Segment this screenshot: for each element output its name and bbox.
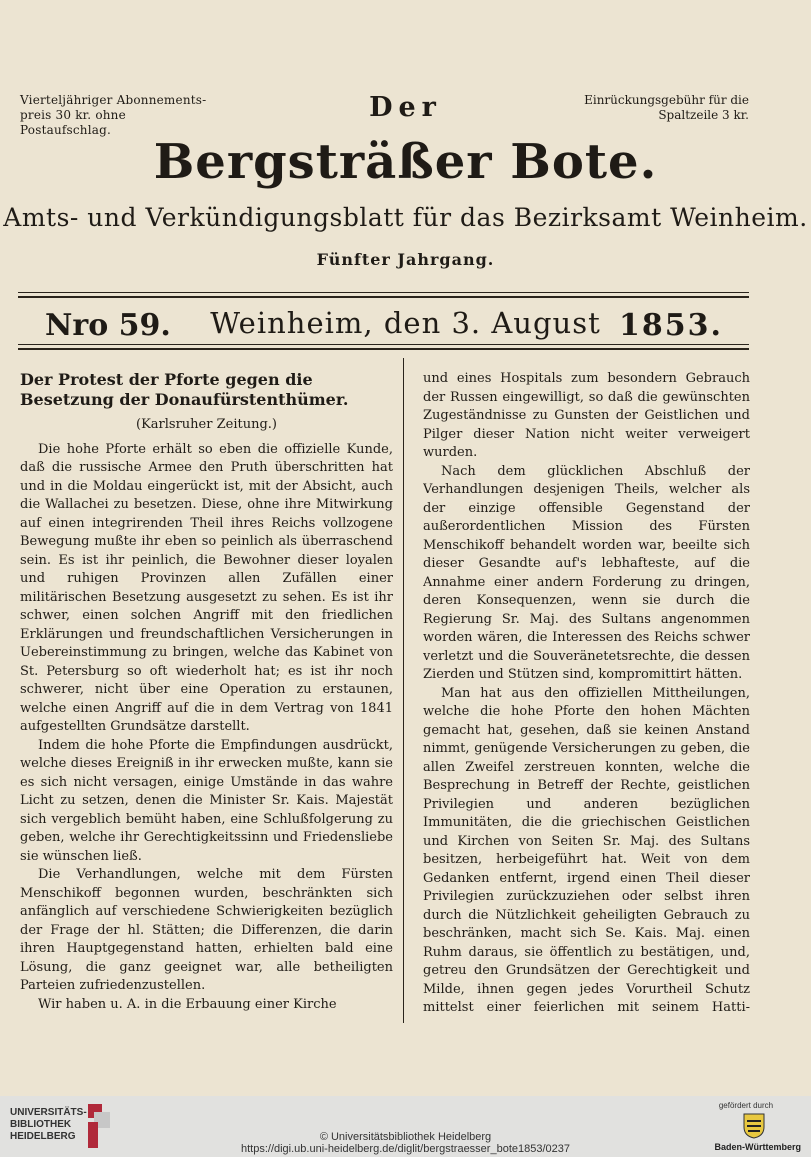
state-name[interactable]: Baden-Württemberg bbox=[714, 1142, 801, 1152]
paragraph: Man hat aus den offiziellen Mittheilungen, welche die hohe Pforte den hohen Mächten gemacht hat, gesehen, daß sie keinen Anstand nimmt, genügende Versicherungen zu geben, die allen Zweifel zerstreuen konnten, welche die Besprechung in Betreff der Rechte, geistlichen Privilegien und anderen bezüglichen Immunitäten, die die griechischen Geistlichen und Kirchen von Seiten Sr. Maj. des Sultans besitzen, herbeigeführt hat. Weit von dem Gedanken entfernt, irgend einen Theil dieser Privilegien zurückzuziehen oder selbst ihren durch die Nützlichkeit geheiligten Gebrauch zu beschränken, macht sich Se. Kais. Maj. einen Ruhm daraus, sie öffentlich zu bestätigen, und, getreu den Grundsätzen der Gerechtigkeit und Milde, ihnen gegen jedes Vorurtheil Schutz mittelst einer feierlichen mit seinem Hatti- bbox=[423, 685, 750, 1015]
masthead-title: Bergsträßer Bote. bbox=[153, 134, 658, 190]
library-line2: BIBLIOTHEK bbox=[10, 1119, 72, 1130]
masthead-subtitle: Amts- und Verkündigungsblatt für das Bezirksamt Weinheim. bbox=[3, 203, 808, 232]
paragraph: Indem die hohe Pforte die Empfindungen ausdrückt, welche dieses Ereigniß in ihr erwecken mußte, kann sie es sich nicht versagen, einige Umstände in das wahre Licht zu setzen, denen die Minister Sr. Kais. Majestät sich vergeblich bemüht haben, eine Schlußfolgerung zu geben, welche ihr Gerechtigkeitssinn und Friedensliebe sie wünschen ließ. bbox=[20, 737, 393, 864]
article-source: (Karlsruher Zeitung.) bbox=[136, 417, 277, 432]
funded-by-label: gefördert durch bbox=[718, 1101, 774, 1110]
library-line1: UNIVERSITÄTS- bbox=[10, 1107, 87, 1118]
copyright-text: © Universitätsbibliothek Heidelberg bbox=[319, 1131, 492, 1143]
paragraph: und eines Hospitals zum besondern Gebrauch der Russen eingewilligt, so daß die gewünschten Zugeständnisse zu Gunsten der Geistlichen und Pilger dieser Nation nicht weiter verweigert wurden. bbox=[423, 371, 750, 460]
issue-number: Nro 59. bbox=[45, 308, 171, 343]
header-rule bbox=[18, 292, 749, 293]
header-rule bbox=[18, 348, 749, 350]
paragraph: Nach dem glücklichen Abschluß der Verhandlungen desjenigen Theils, welcher als der einzige offensible Gegenstand der außerordentlichen Mission des Fürsten Menschikoff behandelt worden war, beeilte sich dieser Gesandte auf's lebhafteste, auf die Annahme einer andern Forderung zu dringen, deren Konsequenzen, wenn sie durch die Regierung Sr. Maj. des Sultans angenommen worden wären, die Interessen des Reichs schwer verletzt und die Souveränetetsrechte, die dessen Zierden und Stützen sind, kompromittirt hätten. bbox=[423, 463, 750, 682]
article-title-line1: Der Protest der Pforte gegen die bbox=[20, 370, 313, 389]
copyright-notice bbox=[0, 1131, 811, 1155]
volume-year: Fünfter Jahrgang. bbox=[316, 250, 495, 269]
insertion-fee-notice bbox=[579, 93, 749, 123]
column-divider bbox=[403, 358, 404, 1023]
source-url[interactable]: https://digi.ub.uni-heidelberg.de/diglit/bergstraesser_bote1853/0237 bbox=[240, 1143, 570, 1155]
paragraph: Wir haben u. A. in die Erbauung einer Kirche bbox=[38, 996, 337, 1012]
place-date: Weinheim, den 3. August bbox=[210, 306, 601, 340]
right-column bbox=[423, 370, 750, 1020]
header-rule bbox=[18, 344, 749, 345]
masthead-der: Der bbox=[369, 92, 442, 123]
state-crest-icon bbox=[743, 1113, 765, 1139]
subscription-notice-line1: Vierteljähriger Abonnements- bbox=[20, 93, 207, 107]
paragraph: Die hohe Pforte erhält so eben die offizielle Kunde, daß die russische Armee den Pruth überschritten hat und in die Moldau eingerückt ist, mit der Absicht, auch die Wallachei zu besetzen. Diese, ohne ihre Mitwirkung auf einen integrirenden Theil ihres Reichs vollzogene Bewegung mußte ihr eben so peinlich als überraschend sein. Es ist ihr peinlich, die Bewohner dieser loyalen und ruhigen Provinzen allen Zufällen einer militärischen Besetzung ausgesetzt zu sehen. Es ist ihr schwer, einen solchen Angriff mit den friedlichen Erklärungen und freundschaftlichen Versicherungen in Uebereinstimmung zu bringen, welche das Kabinet von St. Petersburg so oft wiederholt hat; es ist ihr noch schwerer, nicht über eine Operation zu erstaunen, welche einen Angriff auf die in dem Vertrag von 1841 aufgestellten Grundsätze darstellt. bbox=[20, 441, 393, 734]
paragraph: Die Verhandlungen, welche mit dem Fürsten Menschikoff begonnen wurden, beschränkten sich anfänglich auf verschiedene Schwierigkeiten bezüglich der Frage der hl. Stätten; die Differenzen, die darin ihren Hauptgegenstand hatten, erhielten bald eine Lösung, die ganz geeignet war, alle betheiligten Parteien zufriedenzustellen. bbox=[20, 867, 393, 993]
insertion-fee-line1: Einrückungsgebühr für die bbox=[584, 93, 749, 107]
issue-year: 1853. bbox=[619, 308, 723, 343]
subscription-notice-line2: preis 30 kr. ohne Postaufschlag. bbox=[20, 108, 126, 137]
left-column bbox=[20, 370, 393, 1020]
header-rule bbox=[18, 296, 749, 298]
article-title-line2: Besetzung der Donaufürstenthümer. bbox=[20, 390, 349, 409]
library-line3: HEIDELBERG bbox=[10, 1131, 76, 1142]
insertion-fee-line2: Spaltzeile 3 kr. bbox=[658, 108, 749, 122]
